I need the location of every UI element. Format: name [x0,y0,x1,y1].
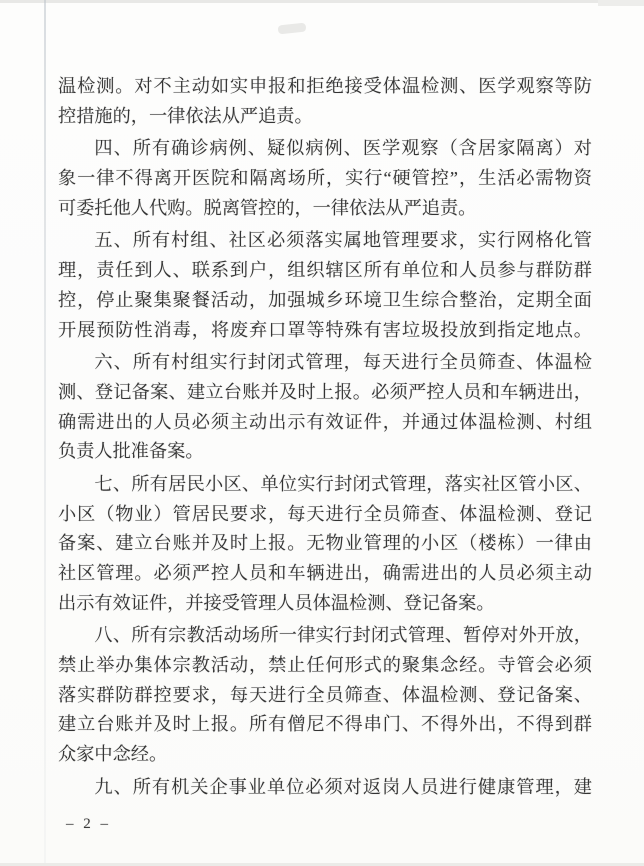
text-line: 六、所有村组实行封闭式管理，每天进行全员筛查、体温检 [94,352,592,373]
text-line: 禁止举办集体宗教活动，禁止任何形式的聚集念经。寺管会必须 [58,655,592,676]
text-line: 测、登记备案、建立台账并及时上报。必须严控人员和车辆进出， [58,381,592,402]
text-line: 象一律不得离开医院和隔离场所，实行“硬管控”，生活必需物资 [58,168,592,189]
text-line: 负责人批准备案。 [58,441,204,462]
text-line: 小区（物业）管居民要求，每天进行全员筛查、体温检测、登记 [58,503,592,524]
text-line: 四、所有确诊病例、疑似病例、医学观察（含居家隔离）对 [94,138,592,159]
text-line: 八、所有宗教活动场所一律实行封闭式管理、暂停对外开放， [94,625,592,646]
text-line: 落实群防群控要求，每天进行全员筛查、体温检测、登记备案、 [58,684,592,705]
text-line: 温检测。对不主动如实申报和拒绝接受体温检测、医学观察等防 [58,76,592,96]
text-line: 可委托他人代购。脱离管控的，一律依法从严追责。 [58,197,477,218]
text-line: 建立台账并及时上报。所有僧尼不得串门、不得外出，不得到群 [58,714,592,735]
text-line: 九、所有机关企事业单位必须对返岗人员进行健康管理，建 [94,776,592,797]
text-line: 备案、建立台账并及时上报。无物业管理的小区（楼栋）一律由 [58,533,592,554]
scan-smudge-artifact [278,23,307,35]
scan-edge-top [0,0,644,3]
text-line: 出示有效证件，并接受管理人员体温检测、登记备案。 [58,592,495,613]
scan-fold-line [44,0,46,866]
text-line: 控措施的，一律依法从严追责。 [58,105,313,126]
text-line: 控，停止聚集聚餐活动，加强城乡环境卫生综合整治，定期全面 [58,289,592,310]
text-line: 确需进出的人员必须主动出示有效证件，并通过体温检测、村组 [58,411,592,432]
text-line: 五、所有村组、社区必须落实属地管理要求，实行网格化管 [94,230,592,251]
text-line: 七、所有居民小区、单位实行封闭式管理，落实社区管小区、 [94,473,592,494]
text-line: 理，责任到人、联系到户，组织辖区所有单位和人员参与群防群 [58,260,592,281]
page-number: – 2 – [66,816,111,832]
scan-corner-shade [598,0,644,6]
text-line: 开展预防性消毒，将废弃口罩等特殊有害垃圾投放到指定地点。 [58,319,592,340]
text-line: 社区管理。必须严控人员和车辆进出，确需进出的人员必须主动 [58,563,592,583]
document-body-text [58,72,592,803]
text-line: 众家中念经。 [58,744,168,765]
